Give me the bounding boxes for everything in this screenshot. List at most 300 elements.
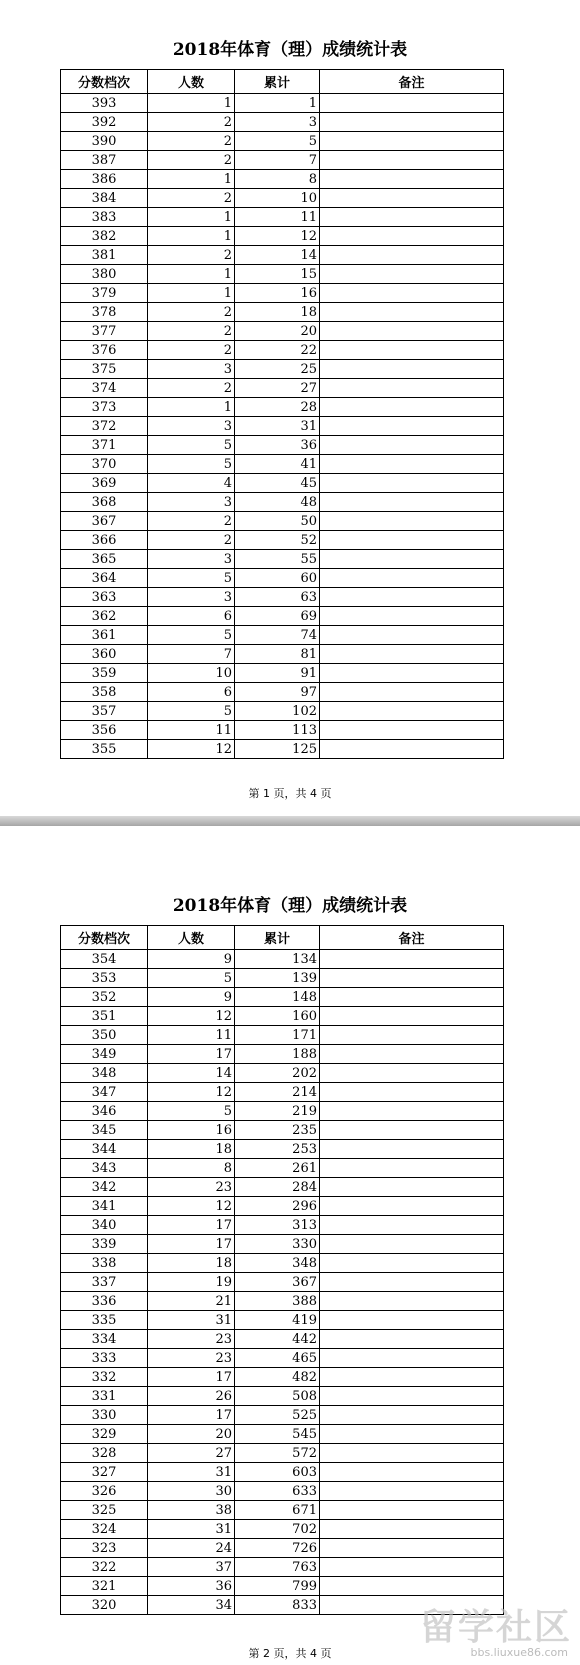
table-row — [61, 1083, 504, 1102]
cell-count: 5 — [148, 569, 235, 588]
cell-cumulative: 81 — [235, 645, 320, 664]
cell-remarks — [320, 1558, 504, 1577]
cell-remarks — [320, 1140, 504, 1159]
cell-score: 342 — [61, 1178, 148, 1197]
cell-cumulative: 139 — [235, 969, 320, 988]
cell-score: 383 — [61, 208, 148, 227]
table-row — [61, 398, 504, 417]
cell-cumulative: 41 — [235, 455, 320, 474]
cell-count: 23 — [148, 1349, 235, 1368]
cell-cumulative: 55 — [235, 550, 320, 569]
cell-score: 341 — [61, 1197, 148, 1216]
cell-score: 330 — [61, 1406, 148, 1425]
cell-score: 377 — [61, 322, 148, 341]
cell-count: 20 — [148, 1425, 235, 1444]
cell-remarks — [320, 303, 504, 322]
cell-cumulative: 148 — [235, 988, 320, 1007]
cell-cumulative: 702 — [235, 1520, 320, 1539]
table-row — [61, 950, 504, 969]
cell-remarks — [320, 702, 504, 721]
cell-score: 367 — [61, 512, 148, 531]
cell-score: 365 — [61, 550, 148, 569]
cell-remarks — [320, 683, 504, 702]
cell-score: 334 — [61, 1330, 148, 1349]
table-row — [61, 94, 504, 113]
cell-remarks — [320, 1292, 504, 1311]
cell-score: 327 — [61, 1463, 148, 1482]
cell-score: 379 — [61, 284, 148, 303]
cell-remarks — [320, 1102, 504, 1121]
cell-score: 337 — [61, 1273, 148, 1292]
cell-remarks — [320, 988, 504, 1007]
cell-count: 2 — [148, 322, 235, 341]
table-row — [61, 1520, 504, 1539]
cell-cumulative: 18 — [235, 303, 320, 322]
cell-count: 19 — [148, 1273, 235, 1292]
cell-cumulative: 572 — [235, 1444, 320, 1463]
cell-score: 324 — [61, 1520, 148, 1539]
cell-count: 11 — [148, 721, 235, 740]
cell-remarks — [320, 151, 504, 170]
table-row — [61, 132, 504, 151]
table-row — [61, 740, 504, 759]
table-row — [61, 1482, 504, 1501]
cell-score: 343 — [61, 1159, 148, 1178]
cell-score: 321 — [61, 1577, 148, 1596]
score-table — [60, 69, 504, 759]
cell-cumulative: 63 — [235, 588, 320, 607]
table-row — [61, 1558, 504, 1577]
cell-cumulative: 134 — [235, 950, 320, 969]
table-row — [61, 1064, 504, 1083]
table-row — [61, 322, 504, 341]
cell-cumulative: 31 — [235, 417, 320, 436]
cell-cumulative: 97 — [235, 683, 320, 702]
table-row — [61, 1406, 504, 1425]
cell-remarks — [320, 436, 504, 455]
cell-remarks — [320, 170, 504, 189]
table-row — [61, 1140, 504, 1159]
table-row — [61, 607, 504, 626]
cell-score: 368 — [61, 493, 148, 512]
table-row — [61, 1311, 504, 1330]
page-1 — [0, 0, 580, 816]
cell-remarks — [320, 189, 504, 208]
cell-score: 384 — [61, 189, 148, 208]
cell-cumulative: 296 — [235, 1197, 320, 1216]
cell-remarks — [320, 1368, 504, 1387]
table-row — [61, 189, 504, 208]
cell-cumulative: 214 — [235, 1083, 320, 1102]
cell-remarks — [320, 721, 504, 740]
cell-cumulative: 348 — [235, 1254, 320, 1273]
cell-count: 31 — [148, 1311, 235, 1330]
table-row — [61, 1501, 504, 1520]
cell-score: 366 — [61, 531, 148, 550]
cell-remarks — [320, 1501, 504, 1520]
table-row — [61, 550, 504, 569]
table-row — [61, 1577, 504, 1596]
cell-remarks — [320, 1254, 504, 1273]
cell-remarks — [320, 607, 504, 626]
table-row — [61, 1235, 504, 1254]
cell-cumulative: 367 — [235, 1273, 320, 1292]
header-score: 分数档次 — [61, 926, 148, 950]
cell-count: 23 — [148, 1330, 235, 1349]
cell-score: 370 — [61, 455, 148, 474]
cell-remarks — [320, 1083, 504, 1102]
cell-count: 10 — [148, 664, 235, 683]
cell-remarks — [320, 626, 504, 645]
table-row — [61, 1387, 504, 1406]
table-row — [61, 1425, 504, 1444]
table-row — [61, 246, 504, 265]
watermark-url: bbs.liuxue86.com — [470, 1646, 568, 1659]
cell-score: 340 — [61, 1216, 148, 1235]
cell-remarks — [320, 227, 504, 246]
table-row — [61, 1102, 504, 1121]
cell-remarks — [320, 1159, 504, 1178]
table-row — [61, 1007, 504, 1026]
cell-cumulative: 28 — [235, 398, 320, 417]
cell-score: 322 — [61, 1558, 148, 1577]
cell-cumulative: 188 — [235, 1045, 320, 1064]
cell-remarks — [320, 664, 504, 683]
cell-count: 18 — [148, 1140, 235, 1159]
cell-score: 358 — [61, 683, 148, 702]
cell-count: 12 — [148, 1007, 235, 1026]
cell-count: 2 — [148, 189, 235, 208]
table-row — [61, 645, 504, 664]
cell-remarks — [320, 1463, 504, 1482]
cell-cumulative: 388 — [235, 1292, 320, 1311]
header-remarks: 备注 — [320, 926, 504, 950]
cell-cumulative: 525 — [235, 1406, 320, 1425]
cell-score: 390 — [61, 132, 148, 151]
table-row — [61, 1216, 504, 1235]
cell-remarks — [320, 1026, 504, 1045]
cell-count: 2 — [148, 246, 235, 265]
cell-count: 8 — [148, 1159, 235, 1178]
table-row — [61, 721, 504, 740]
table-row — [61, 1539, 504, 1558]
cell-remarks — [320, 1178, 504, 1197]
cell-cumulative: 25 — [235, 360, 320, 379]
cell-count: 17 — [148, 1216, 235, 1235]
cell-cumulative: 508 — [235, 1387, 320, 1406]
cell-cumulative: 482 — [235, 1368, 320, 1387]
cell-remarks — [320, 1045, 504, 1064]
cell-cumulative: 60 — [235, 569, 320, 588]
cell-remarks — [320, 950, 504, 969]
table-row — [61, 683, 504, 702]
cell-remarks — [320, 531, 504, 550]
cell-count: 17 — [148, 1235, 235, 1254]
cell-score: 331 — [61, 1387, 148, 1406]
cell-remarks — [320, 398, 504, 417]
cell-remarks — [320, 246, 504, 265]
cell-cumulative: 48 — [235, 493, 320, 512]
cell-remarks — [320, 1330, 504, 1349]
cell-remarks — [320, 1425, 504, 1444]
cell-count: 1 — [148, 208, 235, 227]
table-header-row — [61, 926, 504, 950]
cell-count: 5 — [148, 455, 235, 474]
cell-cumulative: 253 — [235, 1140, 320, 1159]
table-row — [61, 208, 504, 227]
table-row — [61, 702, 504, 721]
cell-count: 31 — [148, 1520, 235, 1539]
cell-cumulative: 22 — [235, 341, 320, 360]
cell-count: 12 — [148, 1083, 235, 1102]
cell-score: 381 — [61, 246, 148, 265]
table-row — [61, 988, 504, 1007]
cell-count: 2 — [148, 113, 235, 132]
page-title: 2018年体育（理）成绩统计表 — [172, 40, 408, 60]
cell-score: 360 — [61, 645, 148, 664]
cell-score: 372 — [61, 417, 148, 436]
cell-count: 1 — [148, 265, 235, 284]
cell-count: 9 — [148, 988, 235, 1007]
cell-score: 364 — [61, 569, 148, 588]
table-row — [61, 113, 504, 132]
cell-cumulative: 14 — [235, 246, 320, 265]
cell-score: 374 — [61, 379, 148, 398]
cell-cumulative: 219 — [235, 1102, 320, 1121]
cell-count: 5 — [148, 702, 235, 721]
table-row — [61, 170, 504, 189]
cell-cumulative: 27 — [235, 379, 320, 398]
cell-score: 333 — [61, 1349, 148, 1368]
cell-cumulative: 5 — [235, 132, 320, 151]
cell-remarks — [320, 588, 504, 607]
watermark-logo-text: 留学社区 — [419, 1607, 572, 1648]
cell-cumulative: 160 — [235, 1007, 320, 1026]
cell-cumulative: 15 — [235, 265, 320, 284]
cell-remarks — [320, 360, 504, 379]
cell-remarks — [320, 113, 504, 132]
cell-count: 24 — [148, 1539, 235, 1558]
cell-count: 6 — [148, 683, 235, 702]
cell-count: 2 — [148, 303, 235, 322]
cell-remarks — [320, 969, 504, 988]
cell-score: 351 — [61, 1007, 148, 1026]
cell-cumulative: 419 — [235, 1311, 320, 1330]
cell-remarks — [320, 1444, 504, 1463]
cell-count: 2 — [148, 151, 235, 170]
cell-cumulative: 235 — [235, 1121, 320, 1140]
cell-score: 373 — [61, 398, 148, 417]
cell-score: 347 — [61, 1083, 148, 1102]
cell-score: 362 — [61, 607, 148, 626]
cell-count: 3 — [148, 550, 235, 569]
cell-remarks — [320, 1121, 504, 1140]
table-row — [61, 1254, 504, 1273]
cell-cumulative: 799 — [235, 1577, 320, 1596]
table-row — [61, 436, 504, 455]
table-body — [61, 94, 504, 759]
cell-cumulative: 313 — [235, 1216, 320, 1235]
site-watermark — [407, 1599, 572, 1659]
cell-count: 11 — [148, 1026, 235, 1045]
cell-cumulative: 125 — [235, 740, 320, 759]
header-count: 人数 — [148, 70, 235, 94]
page-title: 2018年体育（理）成绩统计表 — [172, 896, 408, 916]
header-cumulative: 累计 — [235, 70, 320, 94]
table-row — [61, 1197, 504, 1216]
cell-remarks — [320, 1577, 504, 1596]
cell-count: 5 — [148, 436, 235, 455]
cell-cumulative: 261 — [235, 1159, 320, 1178]
table-row — [61, 455, 504, 474]
cell-remarks — [320, 512, 504, 531]
table-row — [61, 969, 504, 988]
cell-remarks — [320, 1273, 504, 1292]
cell-remarks — [320, 493, 504, 512]
table-row — [61, 265, 504, 284]
cell-count: 2 — [148, 341, 235, 360]
cell-count: 5 — [148, 626, 235, 645]
cell-count: 9 — [148, 950, 235, 969]
page-2 — [0, 838, 580, 1665]
cell-remarks — [320, 1064, 504, 1083]
cell-score: 352 — [61, 988, 148, 1007]
table-row — [61, 379, 504, 398]
table-row — [61, 664, 504, 683]
cell-cumulative: 10 — [235, 189, 320, 208]
cell-score: 363 — [61, 588, 148, 607]
cell-count: 2 — [148, 132, 235, 151]
cell-score: 335 — [61, 1311, 148, 1330]
cell-remarks — [320, 474, 504, 493]
cell-remarks — [320, 645, 504, 664]
cell-score: 339 — [61, 1235, 148, 1254]
cell-score: 345 — [61, 1121, 148, 1140]
cell-remarks — [320, 265, 504, 284]
table-row — [61, 227, 504, 246]
table-row — [61, 303, 504, 322]
cell-remarks — [320, 1349, 504, 1368]
cell-count: 2 — [148, 379, 235, 398]
cell-count: 34 — [148, 1596, 235, 1615]
table-row — [61, 569, 504, 588]
header-cumulative: 累计 — [235, 926, 320, 950]
cell-score: 359 — [61, 664, 148, 683]
cell-cumulative: 3 — [235, 113, 320, 132]
cell-score: 320 — [61, 1596, 148, 1615]
cell-count: 14 — [148, 1064, 235, 1083]
cell-score: 328 — [61, 1444, 148, 1463]
table-row — [61, 1368, 504, 1387]
cell-count: 3 — [148, 417, 235, 436]
cell-count: 7 — [148, 645, 235, 664]
cell-score: 355 — [61, 740, 148, 759]
cell-score: 356 — [61, 721, 148, 740]
cell-score: 361 — [61, 626, 148, 645]
cell-cumulative: 52 — [235, 531, 320, 550]
cell-cumulative: 284 — [235, 1178, 320, 1197]
cell-cumulative: 671 — [235, 1501, 320, 1520]
cell-score: 346 — [61, 1102, 148, 1121]
cell-count: 17 — [148, 1045, 235, 1064]
cell-remarks — [320, 1311, 504, 1330]
cell-remarks — [320, 1406, 504, 1425]
cell-count: 37 — [148, 1558, 235, 1577]
cell-cumulative: 113 — [235, 721, 320, 740]
cell-cumulative: 50 — [235, 512, 320, 531]
page-footer: 第 2 页，共 4 页 — [248, 1647, 332, 1660]
cell-cumulative: 202 — [235, 1064, 320, 1083]
cell-count: 3 — [148, 493, 235, 512]
page-separator — [0, 816, 580, 838]
cell-cumulative: 11 — [235, 208, 320, 227]
cell-cumulative: 12 — [235, 227, 320, 246]
cell-count: 26 — [148, 1387, 235, 1406]
cell-score: 344 — [61, 1140, 148, 1159]
table-row — [61, 1273, 504, 1292]
table-body — [61, 950, 504, 1615]
table-row — [61, 1045, 504, 1064]
cell-score: 376 — [61, 341, 148, 360]
cell-score: 371 — [61, 436, 148, 455]
cell-remarks — [320, 94, 504, 113]
cell-score: 353 — [61, 969, 148, 988]
cell-score: 329 — [61, 1425, 148, 1444]
cell-count: 38 — [148, 1501, 235, 1520]
cell-count: 1 — [148, 284, 235, 303]
cell-remarks — [320, 341, 504, 360]
cell-remarks — [320, 1007, 504, 1026]
cell-score: 354 — [61, 950, 148, 969]
cell-count: 17 — [148, 1368, 235, 1387]
table-row — [61, 1292, 504, 1311]
cell-count: 23 — [148, 1178, 235, 1197]
cell-remarks — [320, 1216, 504, 1235]
table-row — [61, 1349, 504, 1368]
table-row — [61, 1159, 504, 1178]
header-count: 人数 — [148, 926, 235, 950]
cell-remarks — [320, 1387, 504, 1406]
cell-count: 5 — [148, 969, 235, 988]
cell-count: 1 — [148, 94, 235, 113]
cell-remarks — [320, 1197, 504, 1216]
cell-remarks — [320, 1539, 504, 1558]
cell-count: 2 — [148, 531, 235, 550]
cell-count: 27 — [148, 1444, 235, 1463]
cell-score: 348 — [61, 1064, 148, 1083]
table-row — [61, 531, 504, 550]
cell-remarks — [320, 379, 504, 398]
table-row — [61, 474, 504, 493]
cell-score: 380 — [61, 265, 148, 284]
cell-count: 5 — [148, 1102, 235, 1121]
table-row — [61, 493, 504, 512]
cell-count: 2 — [148, 512, 235, 531]
cell-remarks — [320, 1482, 504, 1501]
cell-count: 12 — [148, 740, 235, 759]
table-row — [61, 626, 504, 645]
cell-count: 17 — [148, 1406, 235, 1425]
cell-score: 323 — [61, 1539, 148, 1558]
cell-count: 1 — [148, 398, 235, 417]
cell-cumulative: 45 — [235, 474, 320, 493]
cell-score: 387 — [61, 151, 148, 170]
table-row — [61, 341, 504, 360]
cell-remarks — [320, 1235, 504, 1254]
cell-remarks — [320, 740, 504, 759]
cell-score: 336 — [61, 1292, 148, 1311]
cell-cumulative: 8 — [235, 170, 320, 189]
